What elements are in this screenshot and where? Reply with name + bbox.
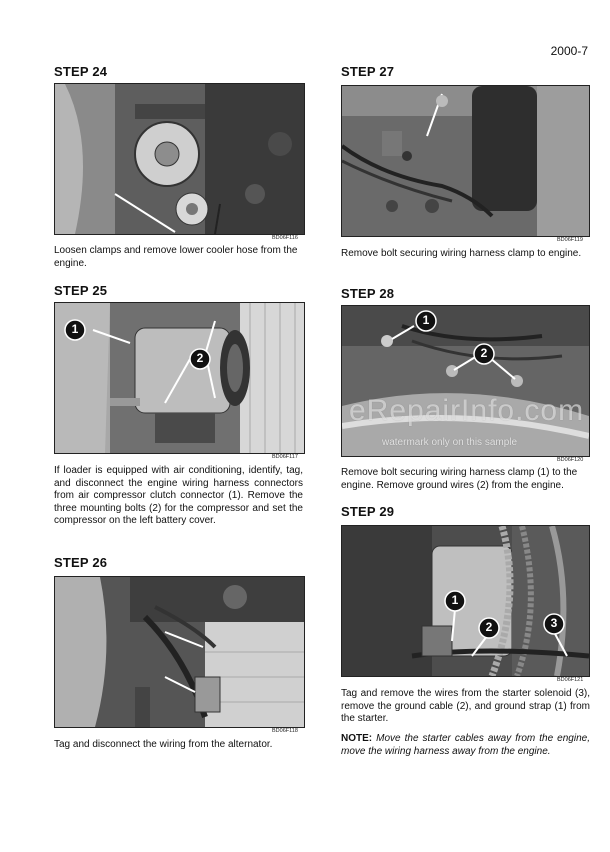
step-25-caption: If loader is equipped with air conditioning, identify, tag, and disconnect the engine wiring harness connectors from air compressor clutch connector (1). Remove the three mounting bolts (2) for the compressor and set the compressor on the left battery cover.	[54, 465, 303, 526]
callout-2: 2	[196, 351, 204, 365]
callout-2: 2	[485, 620, 493, 634]
step-27-caption: Remove bolt securing wiring harness clamp to engine.	[341, 248, 582, 259]
note-label: NOTE:	[341, 733, 373, 744]
step-27-title: STEP 27	[341, 64, 395, 79]
callout-1: 1	[422, 313, 430, 327]
step-24-figure-code: BD06F116	[272, 235, 298, 241]
watermark-site: eRepairInfo.com	[349, 394, 585, 427]
step-25-photo	[54, 302, 305, 454]
callout-2: 2	[480, 346, 488, 360]
page-number: 2000-7	[550, 44, 588, 58]
step-27-photo	[341, 85, 590, 237]
step-28-title: STEP 28	[341, 286, 395, 301]
step-29-photo	[341, 525, 590, 677]
step-24-caption: Loosen clamps and remove lower cooler hose from the engine.	[54, 245, 298, 269]
step-24-title: STEP 24	[54, 64, 108, 79]
step-29-figure-code: BD06F121	[557, 677, 584, 683]
callout-1: 1	[451, 593, 459, 607]
step-29-note	[341, 733, 590, 758]
step-28-photo	[341, 305, 590, 457]
note-text: Move the starter cables away from the engine, move the wiring harness away from the engine.	[341, 733, 590, 757]
watermark-sample: watermark only on this sample	[382, 437, 518, 448]
step-24-photo	[54, 83, 305, 235]
step-29-caption: Tag and remove the wires from the starter solenoid (3), remove the ground cable (2), and ground strap (1) from the starter.	[341, 688, 590, 724]
step-29-title: STEP 29	[341, 504, 395, 519]
step-28-figure-code: BD06F120	[557, 457, 584, 463]
step-26-photo	[54, 576, 305, 728]
callout-1: 1	[71, 322, 79, 336]
step-26-caption: Tag and disconnect the wiring from the alternator.	[54, 739, 273, 750]
step-27-figure-code: BD06F119	[557, 237, 583, 243]
step-25-figure-code: BD06F117	[272, 454, 298, 460]
step-28-caption: Remove bolt securing wiring harness clamp (1) to the engine. Remove ground wires (2) from the engine.	[341, 467, 578, 491]
callout-3: 3	[550, 616, 558, 630]
step-25-title: STEP 25	[54, 283, 108, 298]
step-26-title: STEP 26	[54, 555, 108, 570]
step-26-figure-code: BD06F118	[272, 728, 298, 734]
